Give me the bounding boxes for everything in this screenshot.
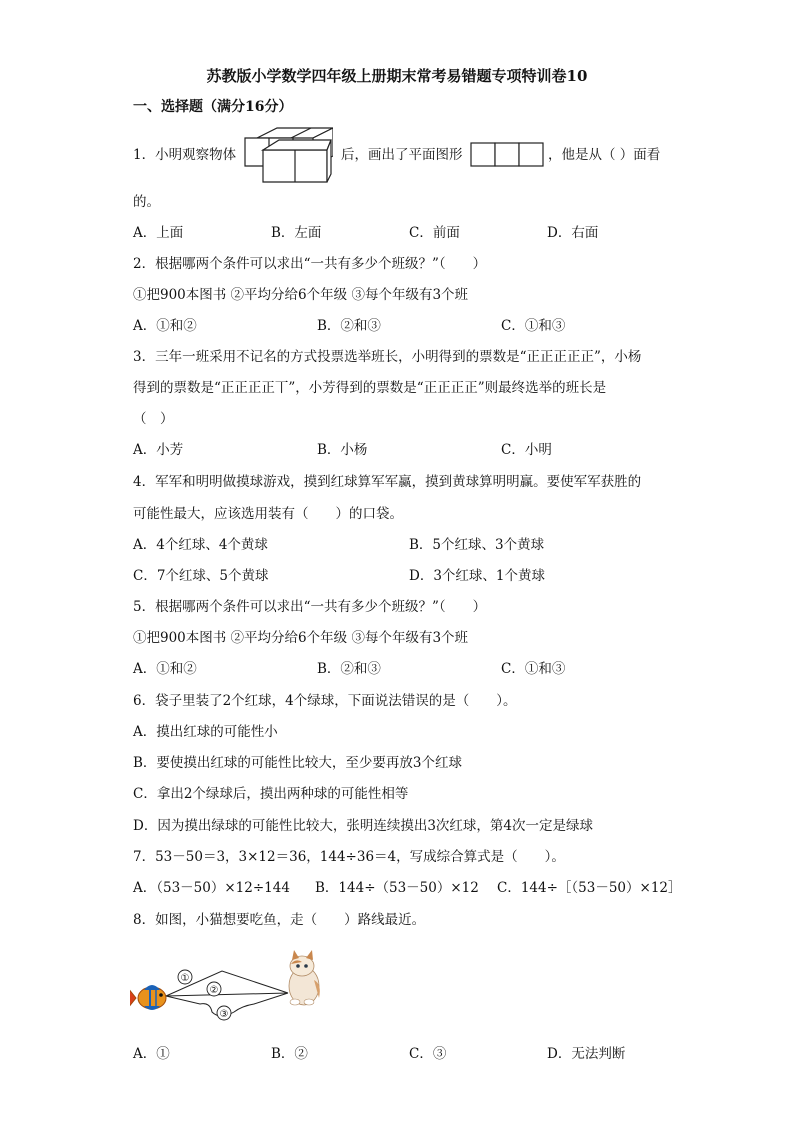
q5-stem: 5．根据哪两个条件可以求出“一共有多少个班级？”（ ） bbox=[133, 599, 487, 615]
q3-stem-line3: （ ） bbox=[133, 411, 174, 427]
q6-option-c[interactable]: C．拿出2个绿球后，摸出两种球的可能性相等 bbox=[133, 786, 409, 802]
q1-stem-start: 1．小明观察物体 bbox=[133, 147, 237, 163]
svg-text:②: ② bbox=[209, 985, 219, 996]
q8-option-d[interactable]: D．无法判断 bbox=[547, 1046, 626, 1062]
q1-stem-cont: 的。 bbox=[133, 194, 160, 210]
q4-stem-line1: 4．军军和明明做摸球游戏，摸到红球算军军赢，摸到黄球算明明赢。要使军军获胜的 bbox=[133, 474, 642, 490]
q1-option-a[interactable]: A．上面 bbox=[133, 225, 184, 241]
fish-cat-route-figure bbox=[130, 950, 330, 1030]
q5-conditions: ①把900本图书 ②平均分给6个年级 ③每个年级有3个班 bbox=[133, 630, 469, 646]
q2-option-a[interactable]: A．①和② bbox=[133, 318, 197, 334]
q8-option-c[interactable]: C．③ bbox=[409, 1046, 447, 1062]
q8-option-a[interactable]: A．① bbox=[133, 1046, 170, 1062]
q1-stem-middle: 后，画出了平面图形 bbox=[341, 147, 463, 163]
q3-stem-line1: 3．三年一班采用不记名的方式投票选举班长，小明得到的票数是“正正正正正”，小杨 bbox=[133, 349, 642, 365]
q6-option-a[interactable]: A．摸出红球的可能性小 bbox=[133, 724, 278, 740]
q7-option-a[interactable]: A．（53－50）×12÷144 bbox=[133, 880, 290, 896]
q3-stem-line2: 得到的票数是“正正正正丅”，小芳得到的票数是“正正正正”则最终选举的班长是 bbox=[133, 380, 607, 396]
q1-stem-end: ，他是从（ ）面看 bbox=[548, 147, 661, 163]
q5-option-c[interactable]: C．①和③ bbox=[501, 661, 566, 677]
page-title: 苏教版小学数学四年级上册期末常考易错题专项特训卷10 bbox=[206, 67, 588, 85]
q5-option-a[interactable]: A．①和② bbox=[133, 661, 197, 677]
q2-stem: 2．根据哪两个条件可以求出“一共有多少个班级？”（ ） bbox=[133, 256, 487, 272]
q2-option-b[interactable]: B．②和③ bbox=[317, 318, 381, 334]
q6-option-b[interactable]: B．要使摸出红球的可能性比较大，至少要再放3个红球 bbox=[133, 755, 463, 771]
q2-conditions: ①把900本图书 ②平均分给6个年级 ③每个年级有3个班 bbox=[133, 287, 469, 303]
svg-text:③: ③ bbox=[219, 1009, 229, 1020]
q6-option-d[interactable]: D．因为摸出绿球的可能性比较大，张明连续摸出3次红球，第4次一定是绿球 bbox=[133, 818, 594, 834]
q4-option-a[interactable]: A．4个红球、4个黄球 bbox=[133, 537, 268, 553]
q8-stem: 8．如图，小猫想要吃鱼，走（ ）路线最近。 bbox=[133, 912, 426, 928]
route-label-1 bbox=[178, 970, 192, 984]
q7-stem: 7．53－50＝3，3×12＝36，144÷36＝4，写成综合算式是（ ）。 bbox=[133, 849, 565, 865]
q7-option-c[interactable]: C．144÷［（53－50）×12］ bbox=[497, 880, 682, 896]
q4-option-d[interactable]: D．3个红球、1个黄球 bbox=[409, 568, 546, 584]
cube-stack-figure bbox=[243, 126, 333, 184]
q1-option-d[interactable]: D．右面 bbox=[547, 225, 599, 241]
q8-option-b[interactable]: B．② bbox=[271, 1046, 308, 1062]
section-heading: 一、选择题（满分16分） bbox=[133, 99, 293, 115]
cat-icon bbox=[289, 950, 320, 1005]
q1-option-b[interactable]: B．左面 bbox=[271, 225, 322, 241]
q1-option-c[interactable]: C．前面 bbox=[409, 225, 460, 241]
q4-option-b[interactable]: B．5个红球、3个黄球 bbox=[409, 537, 545, 553]
q3-option-a[interactable]: A．小芳 bbox=[133, 442, 184, 458]
q3-option-c[interactable]: C．小明 bbox=[501, 442, 552, 458]
q6-stem: 6．袋子里装了2个红球，4个绿球，下面说法错误的是（ ）。 bbox=[133, 693, 517, 709]
svg-text:①: ① bbox=[180, 973, 190, 984]
q2-option-c[interactable]: C．①和③ bbox=[501, 318, 566, 334]
q3-option-b[interactable]: B．小杨 bbox=[317, 442, 368, 458]
q5-option-b[interactable]: B．②和③ bbox=[317, 661, 381, 677]
q4-option-c[interactable]: C．7个红球、5个黄球 bbox=[133, 568, 269, 584]
q4-stem-line2: 可能性最大，应该选用装有（ ）的口袋。 bbox=[133, 506, 403, 522]
route-label-3 bbox=[217, 1006, 231, 1020]
route-label-2 bbox=[207, 982, 221, 996]
plane-figure-three-squares bbox=[470, 142, 546, 167]
q7-option-b[interactable]: B．144÷（53－50）×12 bbox=[315, 880, 479, 896]
fish-icon bbox=[130, 985, 166, 1010]
